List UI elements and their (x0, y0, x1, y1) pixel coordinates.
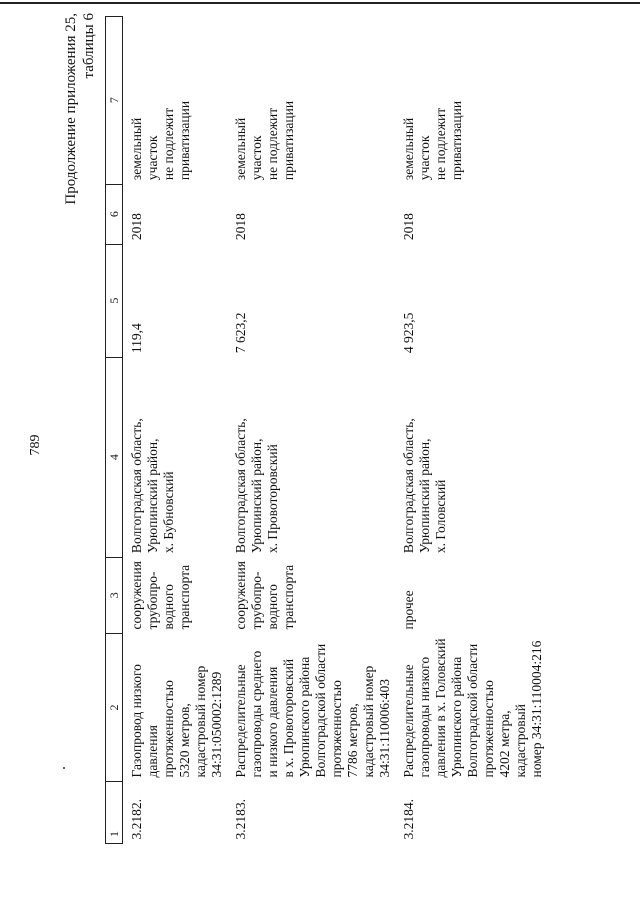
table-row (395, 16, 547, 843)
header-col-7: 7 (106, 16, 123, 184)
row-number: 3.2184. (401, 799, 416, 840)
header-col-3: 3 (106, 557, 123, 633)
object-type: сооружения трубопро- водного транспорта (233, 561, 296, 630)
object-value: 4 923,5 (401, 312, 416, 354)
object-year: 2018 (233, 213, 248, 241)
object-value: 7 623,2 (233, 312, 248, 354)
object-name: Газопровод низкого давления протяженностью 5320 метров, кадастровый номер 34:31:050002:1289 (129, 664, 224, 778)
object-year: 2018 (129, 213, 144, 241)
property-table (105, 16, 547, 844)
object-address: Волгоградская область, Урюпинский район, х. Провоторовский (233, 418, 280, 554)
object-type: прочее (401, 590, 416, 630)
header-col-5: 5 (106, 244, 123, 357)
header-col-2: 2 (106, 634, 123, 782)
row-number: 3.2182. (129, 799, 144, 840)
object-note: земельный участок не подлежит приватизации (233, 100, 296, 181)
table-row (123, 16, 228, 843)
table-row (227, 16, 395, 843)
object-type: сооружения трубопро- водного транспорта (129, 561, 192, 630)
object-note: земельный участок не подлежит приватизации (129, 100, 192, 181)
object-name: Распределительные газопроводы среднего и низкого давления в х. Провоторовский Урюпинского района Волгоградской области протяженностью 7786 метров, кадастровый номер 34:31:110006:403 (233, 643, 392, 778)
caption-line-2: таблицы 6 (81, 13, 97, 79)
caption-line-1: Продолжение приложения 25, (63, 13, 79, 205)
object-value: 119,4 (129, 323, 144, 354)
object-address: Волгоградская область, Урюпинский район, х. Головский (401, 418, 448, 554)
object-note: земельный участок не подлежит приватизации (401, 100, 464, 181)
page-number: 789 (28, 434, 43, 456)
header-col-4: 4 (106, 357, 123, 557)
header-col-1: 1 (106, 782, 123, 844)
header-col-6: 6 (106, 184, 123, 244)
table-header-row (106, 16, 123, 843)
row-number: 3.2183. (233, 799, 248, 840)
table-caption (62, 13, 98, 205)
object-year: 2018 (401, 213, 416, 241)
object-address: Волгоградская область, Урюпинский район, х. Бубновский (129, 418, 176, 554)
object-name: Распределительные газопроводы низкого давления в х. Головский Урюпинского района Волгоградской области протяженностью 4202 метра, кадастровый номер 34:31:110004:216 (401, 638, 544, 778)
